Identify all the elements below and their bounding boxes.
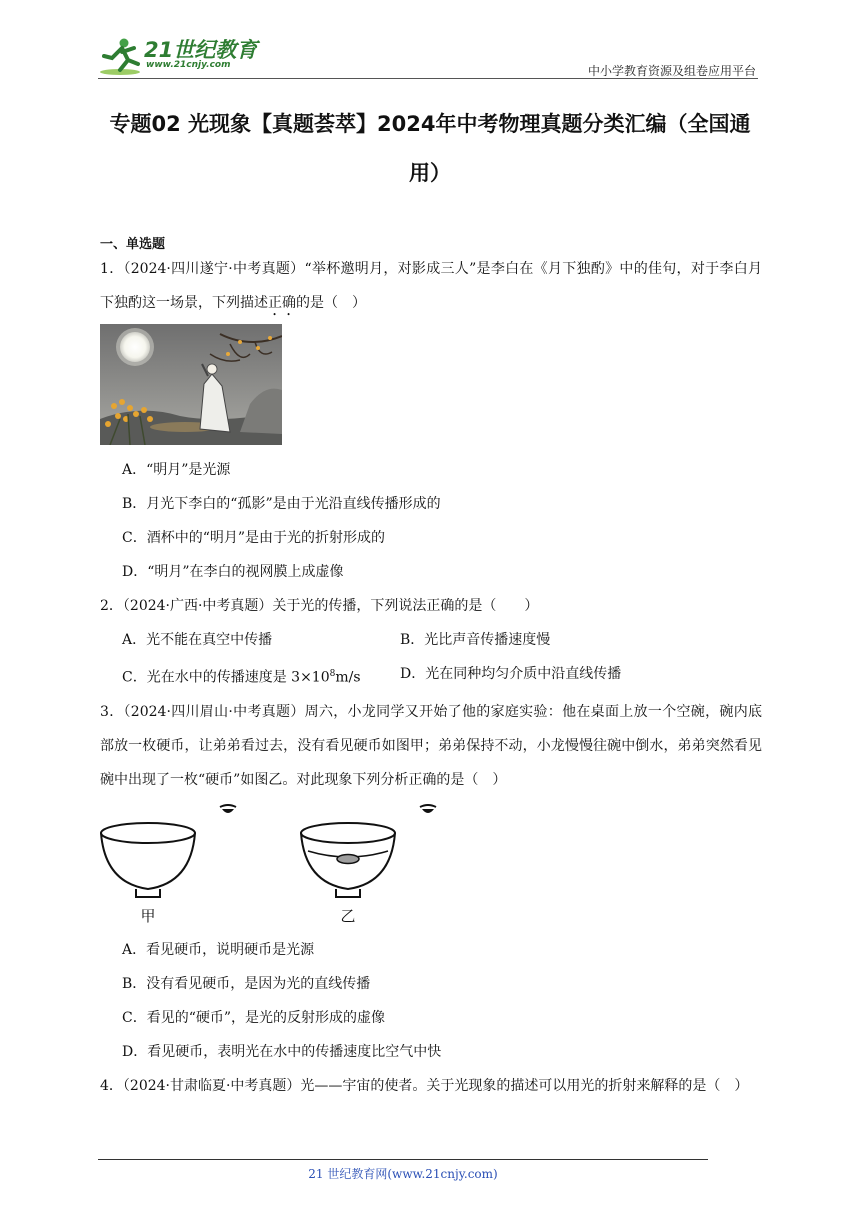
q2-option-c (122, 657, 400, 695)
page-title (98, 100, 762, 198)
coin-shape (337, 854, 359, 863)
q1-option-c: C．酒杯中的“明月”是由于光的折射形成的 (122, 530, 386, 546)
q3-option-c: C．看见的“硬币”，是光的反射形成的虚像 (122, 1009, 386, 1026)
fig-label-yi: 乙 (340, 906, 356, 925)
bowl-jia (101, 823, 195, 897)
logo-text: 21世纪教育 (144, 38, 258, 62)
logo-url: www.21cnjy.com (146, 60, 231, 70)
q2-option-d: D．光在同种均匀介质中沿直线传播 (400, 666, 622, 682)
title-line-1: 专题02 光现象【真题荟萃】2024年中考物理真题分类汇编（全国通 (109, 112, 751, 136)
question-2-stem: 2．（2024·广西·中考真题）关于光的传播，下列说法正确的是（ ） (100, 598, 539, 614)
footer-divider (98, 1159, 708, 1160)
q3-option-d: D．看见硬币，表明光在水中的传播速度比空气中快 (122, 1043, 442, 1060)
q2-option-c-text: C．光在水中的传播速度是 3×10 (122, 669, 330, 686)
q1-stem-emphasis: 正确 (268, 295, 296, 311)
title-line-2: 用） (409, 161, 451, 185)
q1-option-d: D．“明月”在李白的视网膜上成虚像 (122, 564, 344, 580)
header-divider (98, 78, 758, 79)
q2-option-c-unit: m/s (335, 669, 361, 686)
moon-libai-illustration (100, 324, 282, 445)
q2-option-b: B．光比声音传播速度慢 (400, 632, 551, 648)
q1-stem-a: 1．（2024·四川遂宁·中考真题）“举杯邀明月，对影成三人”是李白在《月下独酌》中的佳句，对于李白月下独酌这一场景，下列描述 (100, 261, 762, 311)
q1-option-b: B．月光下李白的“孤影”是由于光沿直线传播形成的 (122, 496, 441, 512)
eye-icon-right (420, 805, 436, 813)
fig-label-jia: 甲 (140, 906, 156, 925)
question-1-stem (100, 252, 762, 320)
q1-stem-b: 的是（ ） (296, 295, 366, 311)
platform-name: 中小学教育资源及组卷应用平台 (587, 64, 756, 78)
q3-option-b: B．没有看见硬币，是因为光的直线传播 (122, 975, 371, 992)
q2-option-c-exponent: 8 (329, 669, 336, 679)
question-content (100, 230, 762, 1103)
q1-option-a: A．“明月”是光源 (122, 462, 231, 478)
footer-text[interactable]: 21 世纪教育网(www.21cnjy.com) (308, 1167, 498, 1181)
bowls-figure (100, 803, 440, 933)
question-3-stem: 3．（2024·四川眉山·中考真题）周六，小龙同学又开始了他的家庭实验：他在桌面上放一个空碗，碗内底部放一枚硬币，让弟弟看过去，没有看见硬币如图甲；弟弟保持不动，小龙慢慢往碗中倒水，弟弟突然看见碗中出现了一枚“硬币”如图乙。对此现象下列分析正确的是（ ） (100, 703, 762, 788)
q2-option-a: A．光不能在真空中传播 (122, 632, 273, 648)
section-heading: 一、单选题 (100, 237, 166, 252)
page-header (98, 30, 758, 80)
eye-icon-left (220, 805, 236, 813)
q3-option-a: A．看见硬币，说明硬币是光源 (122, 941, 315, 958)
question-4-stem: 4．（2024·甘肃临夏·中考真题）光——宇宙的使者。关于光现象的描述可以用光的折射来解释的是（ ） (100, 1077, 749, 1094)
q2-options-row-2 (100, 657, 762, 695)
q2-options-row-1 (100, 623, 762, 657)
